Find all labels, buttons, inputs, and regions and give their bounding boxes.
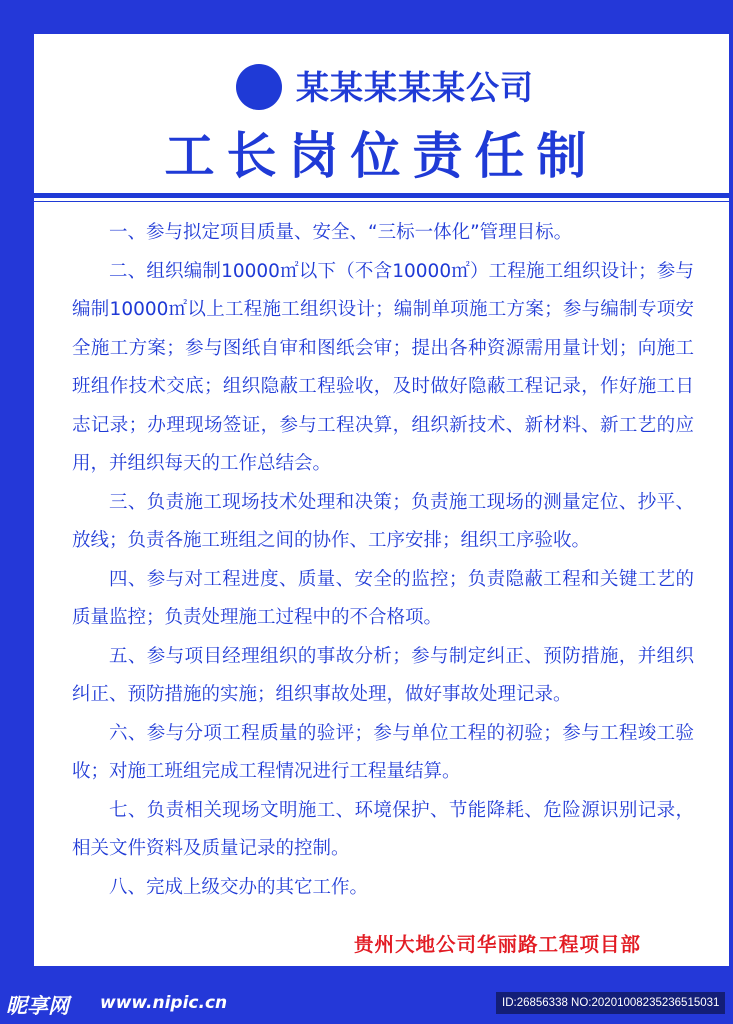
duty-item-6: 六、参与分项工程质量的验评；参与单位工程的初验；参与工程竣工验收；对施工班组完成工程情况进行工程量结算。 <box>72 722 694 782</box>
duty-item-2: 二、组织编制10000㎡以下（不含10000㎡）工程施工组织设计；参与编制10000㎡以上工程施工组织设计；编制单项施工方案；参与编制专项安全施工方案；参与图纸自审和图纸会审；提出各种资源需用量计划；向施工班组作技术交底；组织隐蔽工程验收，及时做好隐蔽工程记录，作好施工日志记录；办理现场签证，参与工程决算，组织新技术、新材料、新工艺的应用，并组织每天的工作总结会。 <box>72 260 694 474</box>
watermark-logo: 昵享网 <box>6 994 69 1018</box>
duty-item-4: 四、参与对工程进度、质量、安全的监控；负责隐蔽工程和关键工艺的质量监控；负责处理施工过程中的不合格项。 <box>72 568 694 628</box>
header-divider-thick <box>34 193 729 198</box>
duty-item-3: 三、负责施工现场技术处理和决策；负责施工现场的测量定位、抄平、放线；负责各施工班组之间的协作、工序安排；组织工序验收。 <box>72 491 694 551</box>
header-divider-thin <box>34 201 729 202</box>
page-title: 工长岗位责任制 <box>164 127 599 185</box>
duty-list <box>72 214 694 907</box>
duty-item-7: 七、负责相关现场文明施工、环境保护、节能降耗、危险源识别记录，相关文件资料及质量记录的控制。 <box>72 799 694 859</box>
duty-item-5: 五、参与项目经理组织的事故分析；参与制定纠正、预防措施，并组织纠正、预防措施的实施；组织事故处理，做好事故处理记录。 <box>72 645 694 705</box>
duty-item-1: 一、参与拟定项目质量、安全、“三标一体化”管理目标。 <box>109 222 573 243</box>
company-name: 某某某某某公司 <box>296 68 534 107</box>
document-panel <box>34 34 729 966</box>
header <box>34 34 729 199</box>
signature-department: 贵州大地公司华丽路工程项目部 <box>354 933 642 956</box>
company-logo-circle <box>236 64 282 110</box>
duty-item-8: 八、完成上级交办的其它工作。 <box>109 876 369 898</box>
watermark-url: www.nipic.cn <box>100 993 228 1013</box>
watermark-id: ID:26856338 NO:20201008235236515031 <box>496 992 725 1014</box>
